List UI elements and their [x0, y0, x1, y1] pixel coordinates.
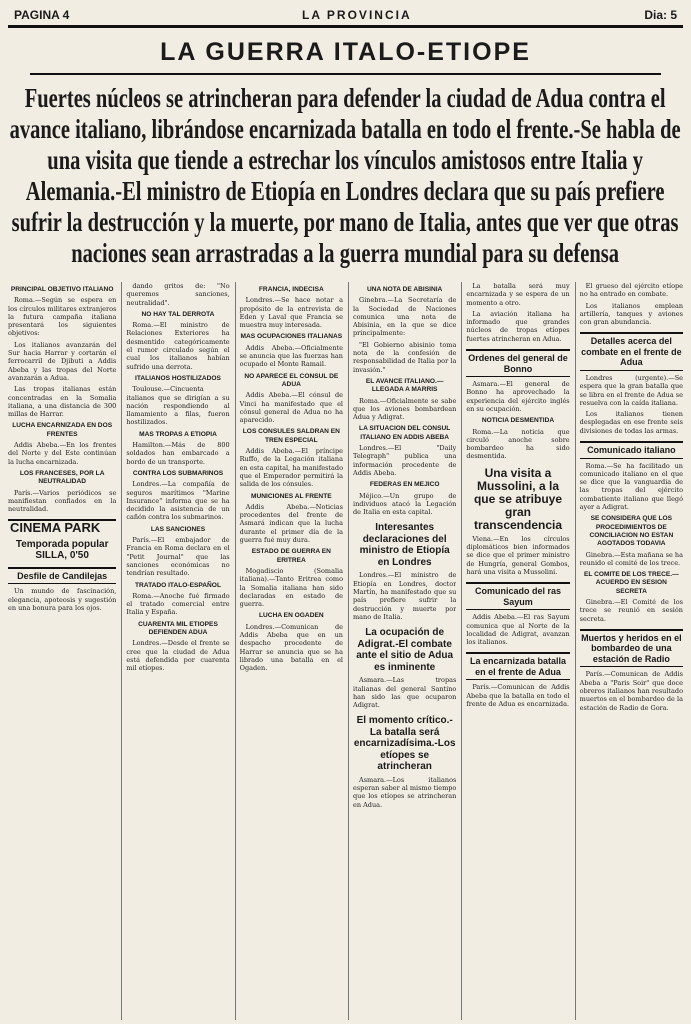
article-headline: Detalles acerca del combate en el frente de Adua [580, 332, 683, 371]
page-header [8, 4, 683, 28]
article-paragraph: Roma.—La noticia que circuló anoche sobre bombardeo ha sido desmentida. [466, 427, 570, 461]
article-paragraph: Londres.—El ministro de Etiopía en Londres, doctor Martín, ha manifestado que su país prefiere sufrir la destrucción y muerte por mano de Italia. [353, 571, 457, 621]
article-paragraph: Addis Abeba.—El ras Sayum comunica que al Norte de la localidad de Adigrat, avanzan los italianos. [466, 613, 570, 647]
column-5 [461, 282, 569, 1020]
section-subhead: ITALIANOS HOSTILIZADOS [135, 374, 221, 382]
section-subhead: LOS CONSULES SALDRAN EN TREN ESPECIAL [242, 428, 340, 444]
column-3 [235, 282, 343, 1020]
section-subhead: UNA NOTA DE ABISINIA [366, 286, 443, 293]
article-paragraph: Ginebra.—Esta mañana se ha reunido el comité de los trece. [579, 550, 683, 567]
section-subhead: NOTICIA DESMENTIDA [481, 417, 555, 425]
section-subhead: LOS FRANCESES, POR LA NEUTRALIDAD [19, 469, 105, 486]
section-subhead: MAS OCUPACIONES ITALIANAS [240, 333, 343, 341]
main-headline: Fuertes núcleos se atrincheran para defender la ciudad de Adua contra el avance italiano, librándose encarnizada batalla en todo el frente.-Se habla de una visita que tiende a estrechar los vínculos amistosos entre Italia y Alemania.-El ministro de Etiopía en Londres declara que su país prefiere sufrir la destrucción y la muerte, por mano de Italia, antes que ver que otras naciones sean arrastradas a la guerra mundial para su defensa [9, 83, 682, 268]
article-paragraph: París.—El embajador de Francia en Roma declara en el "Petit Journal" que las sanciones económicas no tendrían resultado. [126, 536, 230, 578]
article-paragraph: Addis Abeba.—El príncipe Ruffo, de la Legación italiana en esta capital, ha manifestado que el Emperador permitirá la salida de los cónsules. [239, 447, 343, 489]
page-date: Dia: 5 [644, 8, 677, 22]
article-paragraph: "El Gobierno abisinio toma nota de la confesión de responsabilidad de Italia por la invasión." [353, 340, 457, 374]
section-subhead: FRANCIA, INDECISA [258, 286, 324, 293]
article-paragraph: Viena.—En los círculos diplomáticos bien informados se dice que el primer ministro de Hungría, general Gombos, hará una visita a Mussolini. [466, 534, 570, 576]
section-subhead: CONTRA LOS SUBMARINOS [132, 469, 224, 477]
article-paragraph: Asmara.—Los italianos esperan saber al mismo tiempo que los etíopes se atrincheran en Adua. [353, 775, 457, 809]
column-4 [348, 282, 456, 1020]
article-paragraph: Toulouse.—Cincuenta italianos que se dirigían a su nación respondiendo al llamamiento a filas, fueron hostilizados. [126, 385, 230, 427]
article-paragraph: Méjico.—Un grupo de individuos atacó la Legación de Italia en esta capital. [353, 491, 457, 517]
article-paragraph: Los italianos tienen desplegadas en ese frente seis divisiones de todas las armas. [579, 410, 683, 435]
article-headline: La ocupación de Adigrat.-El combate ante el sitio de Adua es inminente [356, 627, 454, 673]
article-headline: El momento crítico.-La batalla será encarnizadísima.-Los etíopes se atrincheran [353, 715, 456, 773]
article-paragraph: El grueso del ejército etíope no ha entrado en combate. [579, 282, 683, 299]
section-subhead: MUNICIONES AL FRENTE [251, 492, 332, 500]
section-subhead: CUARENTA MIL ETIOPES DEFIENDEN ADUA [138, 620, 218, 636]
article-headline: Muertos y heridos en el bombardeo de una estación de Radio [580, 629, 683, 668]
column-2 [121, 282, 229, 1020]
article-paragraph: Londres.—Se hace notar a propósito de la entrevista de Eden y Laval que Francia se muestra muy interesada. [239, 296, 343, 330]
column-1 [8, 282, 116, 1020]
article-paragraph: París.—Comunican de Addis Abeba que la batalla en todo el frente de Adua es encarnizada. [466, 683, 570, 709]
section-subhead: LA SITUACION DEL CONSUL ITALIANO EN ADDIS ABEBA [359, 425, 451, 441]
section-subhead: NO APARECE EL CONSUL DE ADUA [244, 372, 339, 388]
article-paragraph: Londres.—Comunican de Addis Abeba que en un despacho procedente de Harrar se anuncia que se ha librado una batalla en el Ogaden. [239, 622, 343, 673]
article-paragraph: Los italianos emplean artillería, tanques y aviones con gran abundancia. [579, 301, 683, 327]
article-paragraph: París.—Varios periódicos se manifiestan confiados en la neutralidad. [8, 488, 117, 514]
article-paragraph: Roma.—Oficialmente se sabe que los aviones bombardean Adua y Adigrat. [353, 396, 457, 422]
article-paragraph: La batalla será muy encarnizada y se espera de un momento a otro. [466, 282, 570, 307]
article-headline: Comunicado del ras Sayum [466, 582, 569, 610]
article-headline: Desfile de Candilejas [8, 567, 116, 585]
newspaper-name: LA PROVINCIA [302, 8, 412, 22]
section-subhead: EL COMITE DE LOS TRECE.—ACUERDO EN SESION SECRETA [583, 571, 679, 595]
article-paragraph: Londres.—La compañía de seguros marítimos "Marine Insurance" informa que se ha decidido la asistencia de un cañón contra los submarinos. [126, 480, 230, 522]
article-paragraph: Roma.—El ministro de Relaciones Exteriores ha desmentido categóricamente el rumor circulado según el cual los italianos habían sufrido una derrota. [126, 321, 230, 371]
article-paragraph: Ginebra.—El Comité de los trece se reunió en sesión secreta. [579, 598, 683, 623]
article-paragraph: Un mundo de fascinación, elegancia, apoteosis y sugestión en una bonura para los ojos. [8, 587, 117, 612]
article-headline: La encarnizada batalla en el frente de Adua [466, 652, 569, 680]
article-paragraph: Asmara.—Las tropas italianas del general Santino han sido las que ocuparon Adigrat. [353, 676, 457, 710]
cinema-ad-title: CINEMA PARK [8, 519, 116, 535]
article-paragraph: Londres (urgente).—Se espera que la gran batalla que se libra en el frente de Adua se resuelva con la caída italiana. [579, 373, 683, 407]
section-subhead: PRINCIPAL OBJETIVO ITALIANO [10, 286, 114, 293]
article-paragraph: Los italianos avanzarán del Sur hacia Harrar y cortarán el ferrocarril de Djibuti a Addis Abeba y las tropas del Norte avanzarán a Adua. [8, 340, 117, 382]
article-paragraph: Mogadiscio (Somalia italiana).—Tanto Eritrea como la Somalia italiana han sido declaradas en estado de guerra. [239, 566, 343, 609]
article-columns [8, 282, 683, 1020]
article-paragraph: Addis Abeba.—En los frentes del Norte y del Este continúan la lucha encarnizada. [8, 441, 117, 466]
article-paragraph: Roma.—Según se espera en los círculos militares extranjeros la futura campaña italiana presentará los siguientes objetivos: [8, 296, 117, 338]
article-headline: Ordenes del general de Bonno [466, 349, 569, 377]
article-paragraph: Hamilton.—Más de 800 soldados han embarcado a bordo de un transporte. [126, 441, 230, 466]
article-paragraph: Londres.—El "Daily Telegraph" publica una información procedente de Addis Abeba. [353, 444, 457, 477]
cinema-ad-subtitle: Temporada popular SILLA, 0'50 [15, 538, 109, 561]
article-paragraph: Roma.—Anoche fué firmado el tratado comercial entre Italia y España. [126, 591, 230, 617]
column-6 [575, 282, 683, 1020]
article-paragraph: Addis Abeba.—Noticias procedentes del frente de Asmará indican que la lucha durante el primer día de la guerra fué muy dura. [239, 502, 343, 545]
section-subhead: ESTADO DE GUERRA EN ERITREA [251, 548, 331, 564]
section-title: LA GUERRA ITALO-ETIOPE [30, 28, 661, 75]
article-paragraph: dando gritos de: "No queremos sanciones, neutralidad". [126, 282, 230, 307]
article-paragraph: Londres.—Desde el frente se cree que la ciudad de Adua está defendida por cuarenta mil etíopes. [126, 639, 230, 673]
article-paragraph: La aviación italiana ha informado que grandes núcleos de tropas etíopes fuertes atrincheran en Adua. [466, 309, 570, 343]
section-subhead: MAS TROPAS A ETIOPIA [139, 430, 217, 438]
article-paragraph: Roma.—Se ha facilitado un comunicado italiano en el que se dice que la vanguardia de las tropas del ejército combatiente italiano que llegó ayer a Adigrat. [579, 461, 683, 512]
article-paragraph: Asmara.—El general de Bonno ha aprovechado la experiencia del ejército inglés en su ocupación. [466, 380, 570, 413]
section-subhead: EL AVANCE ITALIANO.—LLEGADA A MARRIS [365, 377, 444, 394]
section-subhead: LAS SANCIONES [150, 525, 206, 533]
article-headline: Una visita a Mussolini, a la que se atribuye gran transcendencia [473, 465, 563, 532]
section-subhead: FEDERAS EN MEJICO [369, 481, 440, 489]
section-subhead: NO HAY TAL DERROTA [141, 310, 215, 318]
article-paragraph: Addis Abeba.—Oficialmente se anuncia que las fuerzas han ocupado el Monte Ramail. [239, 343, 343, 369]
section-subhead: LUCHA ENCARNIZADA EN DOS FRENTES [12, 422, 113, 438]
article-paragraph: París.—Comunican de Addis Abeba a "Paris Soir" que doce obreros italianos han resultado muertos en el bombardeo de la estación de Radio de Gora. [579, 670, 683, 712]
section-subhead: TRATADO ITALO-ESPAÑOL [135, 581, 221, 589]
article-paragraph: Addis Abeba.—El cónsul de Vinci ha manifestado que el cónsul general de Adua no ha aparecido. [239, 391, 343, 425]
page-number: PAGINA 4 [14, 8, 70, 22]
section-subhead: LUCHA EN OGADEN [259, 612, 324, 620]
article-paragraph: Ginebra.—La Secretaría de la Sociedad de Naciones comunica una nota de Abisinia, en la que se dice principalmente: [353, 296, 457, 338]
article-headline: Comunicado italiano [580, 441, 683, 459]
article-headline: Interesantes declaraciones del ministro de Etiopía en Londres [359, 522, 450, 568]
article-paragraph: Las tropas italianas están concentradas en la Somalia italiana, a una distancia de 300 millas de Harrar. [8, 385, 117, 419]
section-subhead: SE CONSIDERA QUE LOS PROCEDIMIENTOS DE CONCILIACION NO ESTAN AGOTADOS TODAVIA [589, 515, 674, 548]
